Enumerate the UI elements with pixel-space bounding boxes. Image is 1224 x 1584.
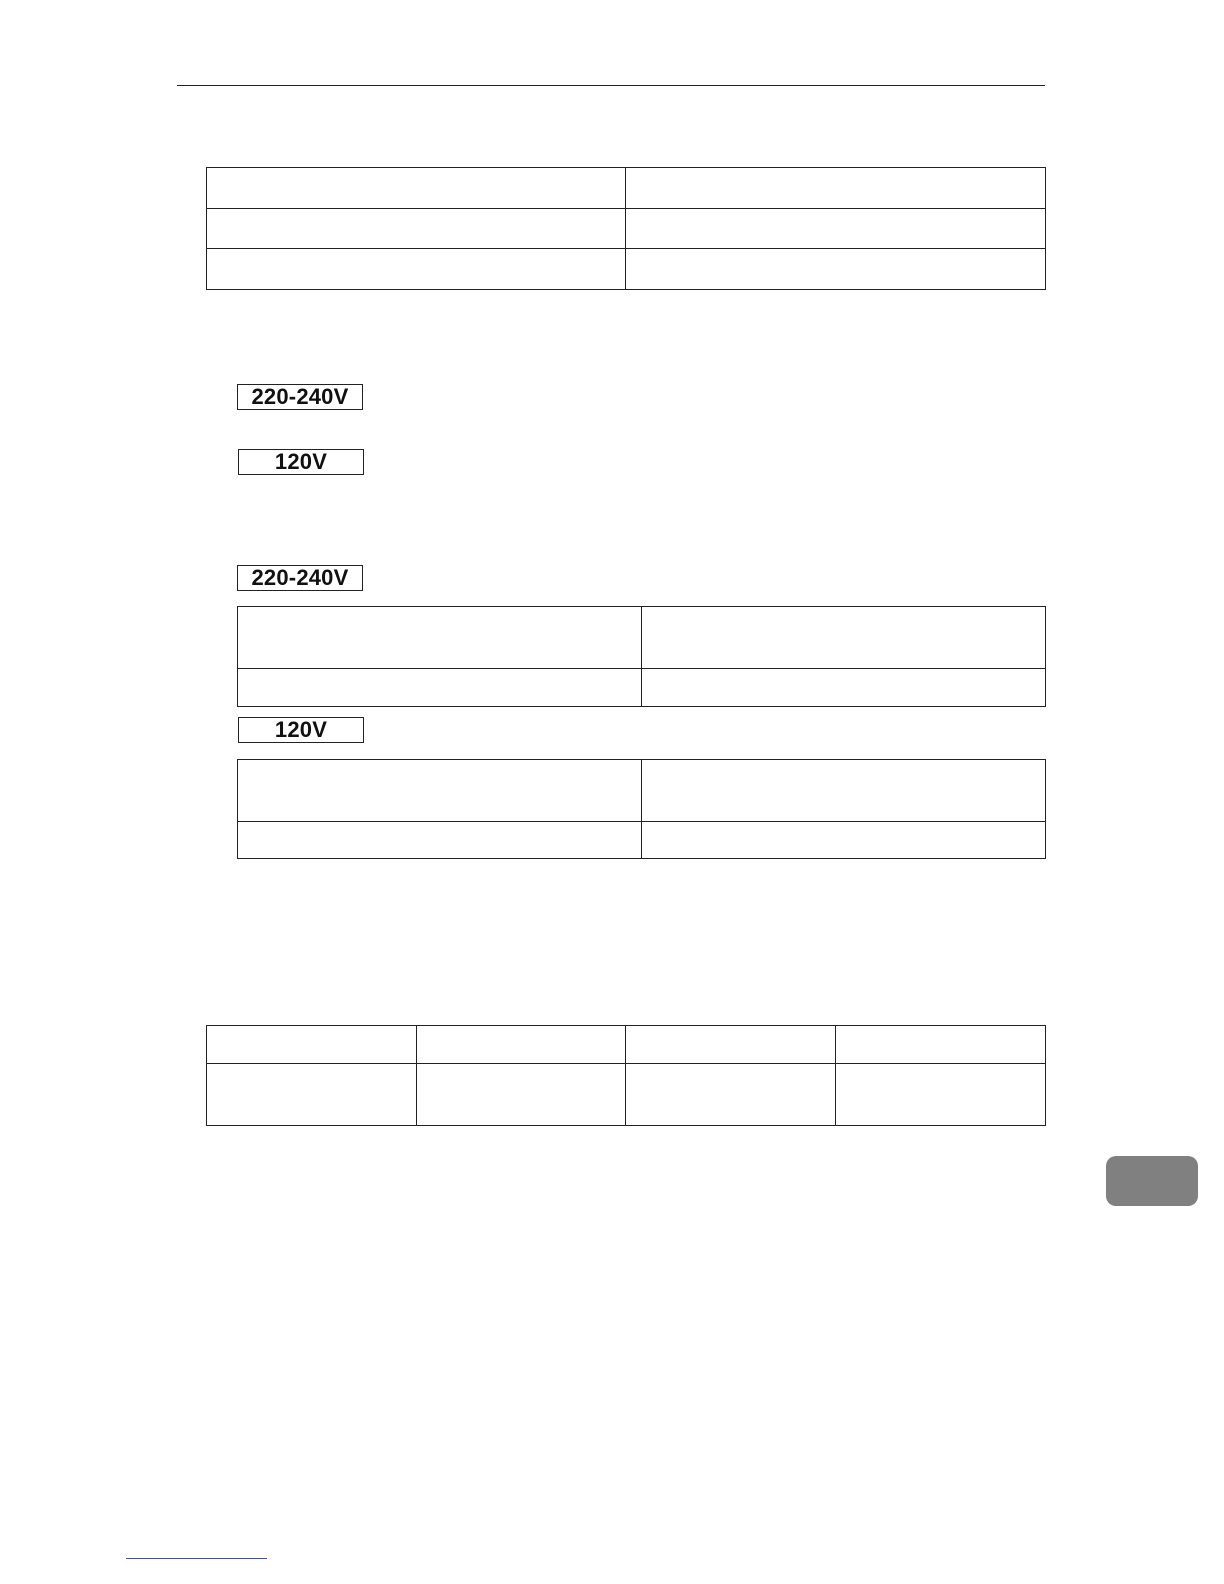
chapter-tab-icon <box>1106 1156 1198 1206</box>
table-cell <box>836 1026 1046 1064</box>
table-cell <box>207 168 626 209</box>
table-cell <box>642 760 1046 822</box>
table-row <box>238 760 1046 822</box>
table-cell <box>238 822 642 859</box>
table-cell <box>626 168 1046 209</box>
voltage-badge-120v: 120V <box>238 449 364 475</box>
table-cell <box>417 1026 626 1064</box>
spec-table-3 <box>237 759 1046 859</box>
table-cell <box>836 1064 1046 1126</box>
table-cell <box>642 822 1046 859</box>
table-row <box>238 607 1046 669</box>
table-row <box>207 168 1046 209</box>
table-cell <box>626 249 1046 290</box>
table-row <box>238 669 1046 707</box>
table-row <box>207 1064 1046 1126</box>
table-cell <box>207 209 626 249</box>
spec-table-2 <box>237 606 1046 707</box>
table-cell <box>626 1064 836 1126</box>
table-cell <box>207 249 626 290</box>
voltage-badge-220-240v: 220-240V <box>237 565 363 591</box>
table-cell <box>417 1064 626 1126</box>
table-cell <box>238 607 642 669</box>
spec-table-1 <box>206 167 1046 290</box>
table-cell <box>626 1026 836 1064</box>
voltage-badge-220-240v: 220-240V <box>237 384 363 410</box>
table-cell <box>207 1064 417 1126</box>
table-cell <box>238 760 642 822</box>
table-row <box>207 249 1046 290</box>
table-cell <box>238 669 642 707</box>
spec-table-4 <box>206 1025 1046 1126</box>
header-rule <box>177 85 1045 86</box>
voltage-badge-120v: 120V <box>238 717 364 743</box>
table-row <box>238 822 1046 859</box>
table-row <box>207 1026 1046 1064</box>
footer-link-underline <box>126 1558 267 1559</box>
table-cell <box>626 209 1046 249</box>
table-row <box>207 209 1046 249</box>
table-cell <box>207 1026 417 1064</box>
table-cell <box>642 669 1046 707</box>
table-cell <box>642 607 1046 669</box>
